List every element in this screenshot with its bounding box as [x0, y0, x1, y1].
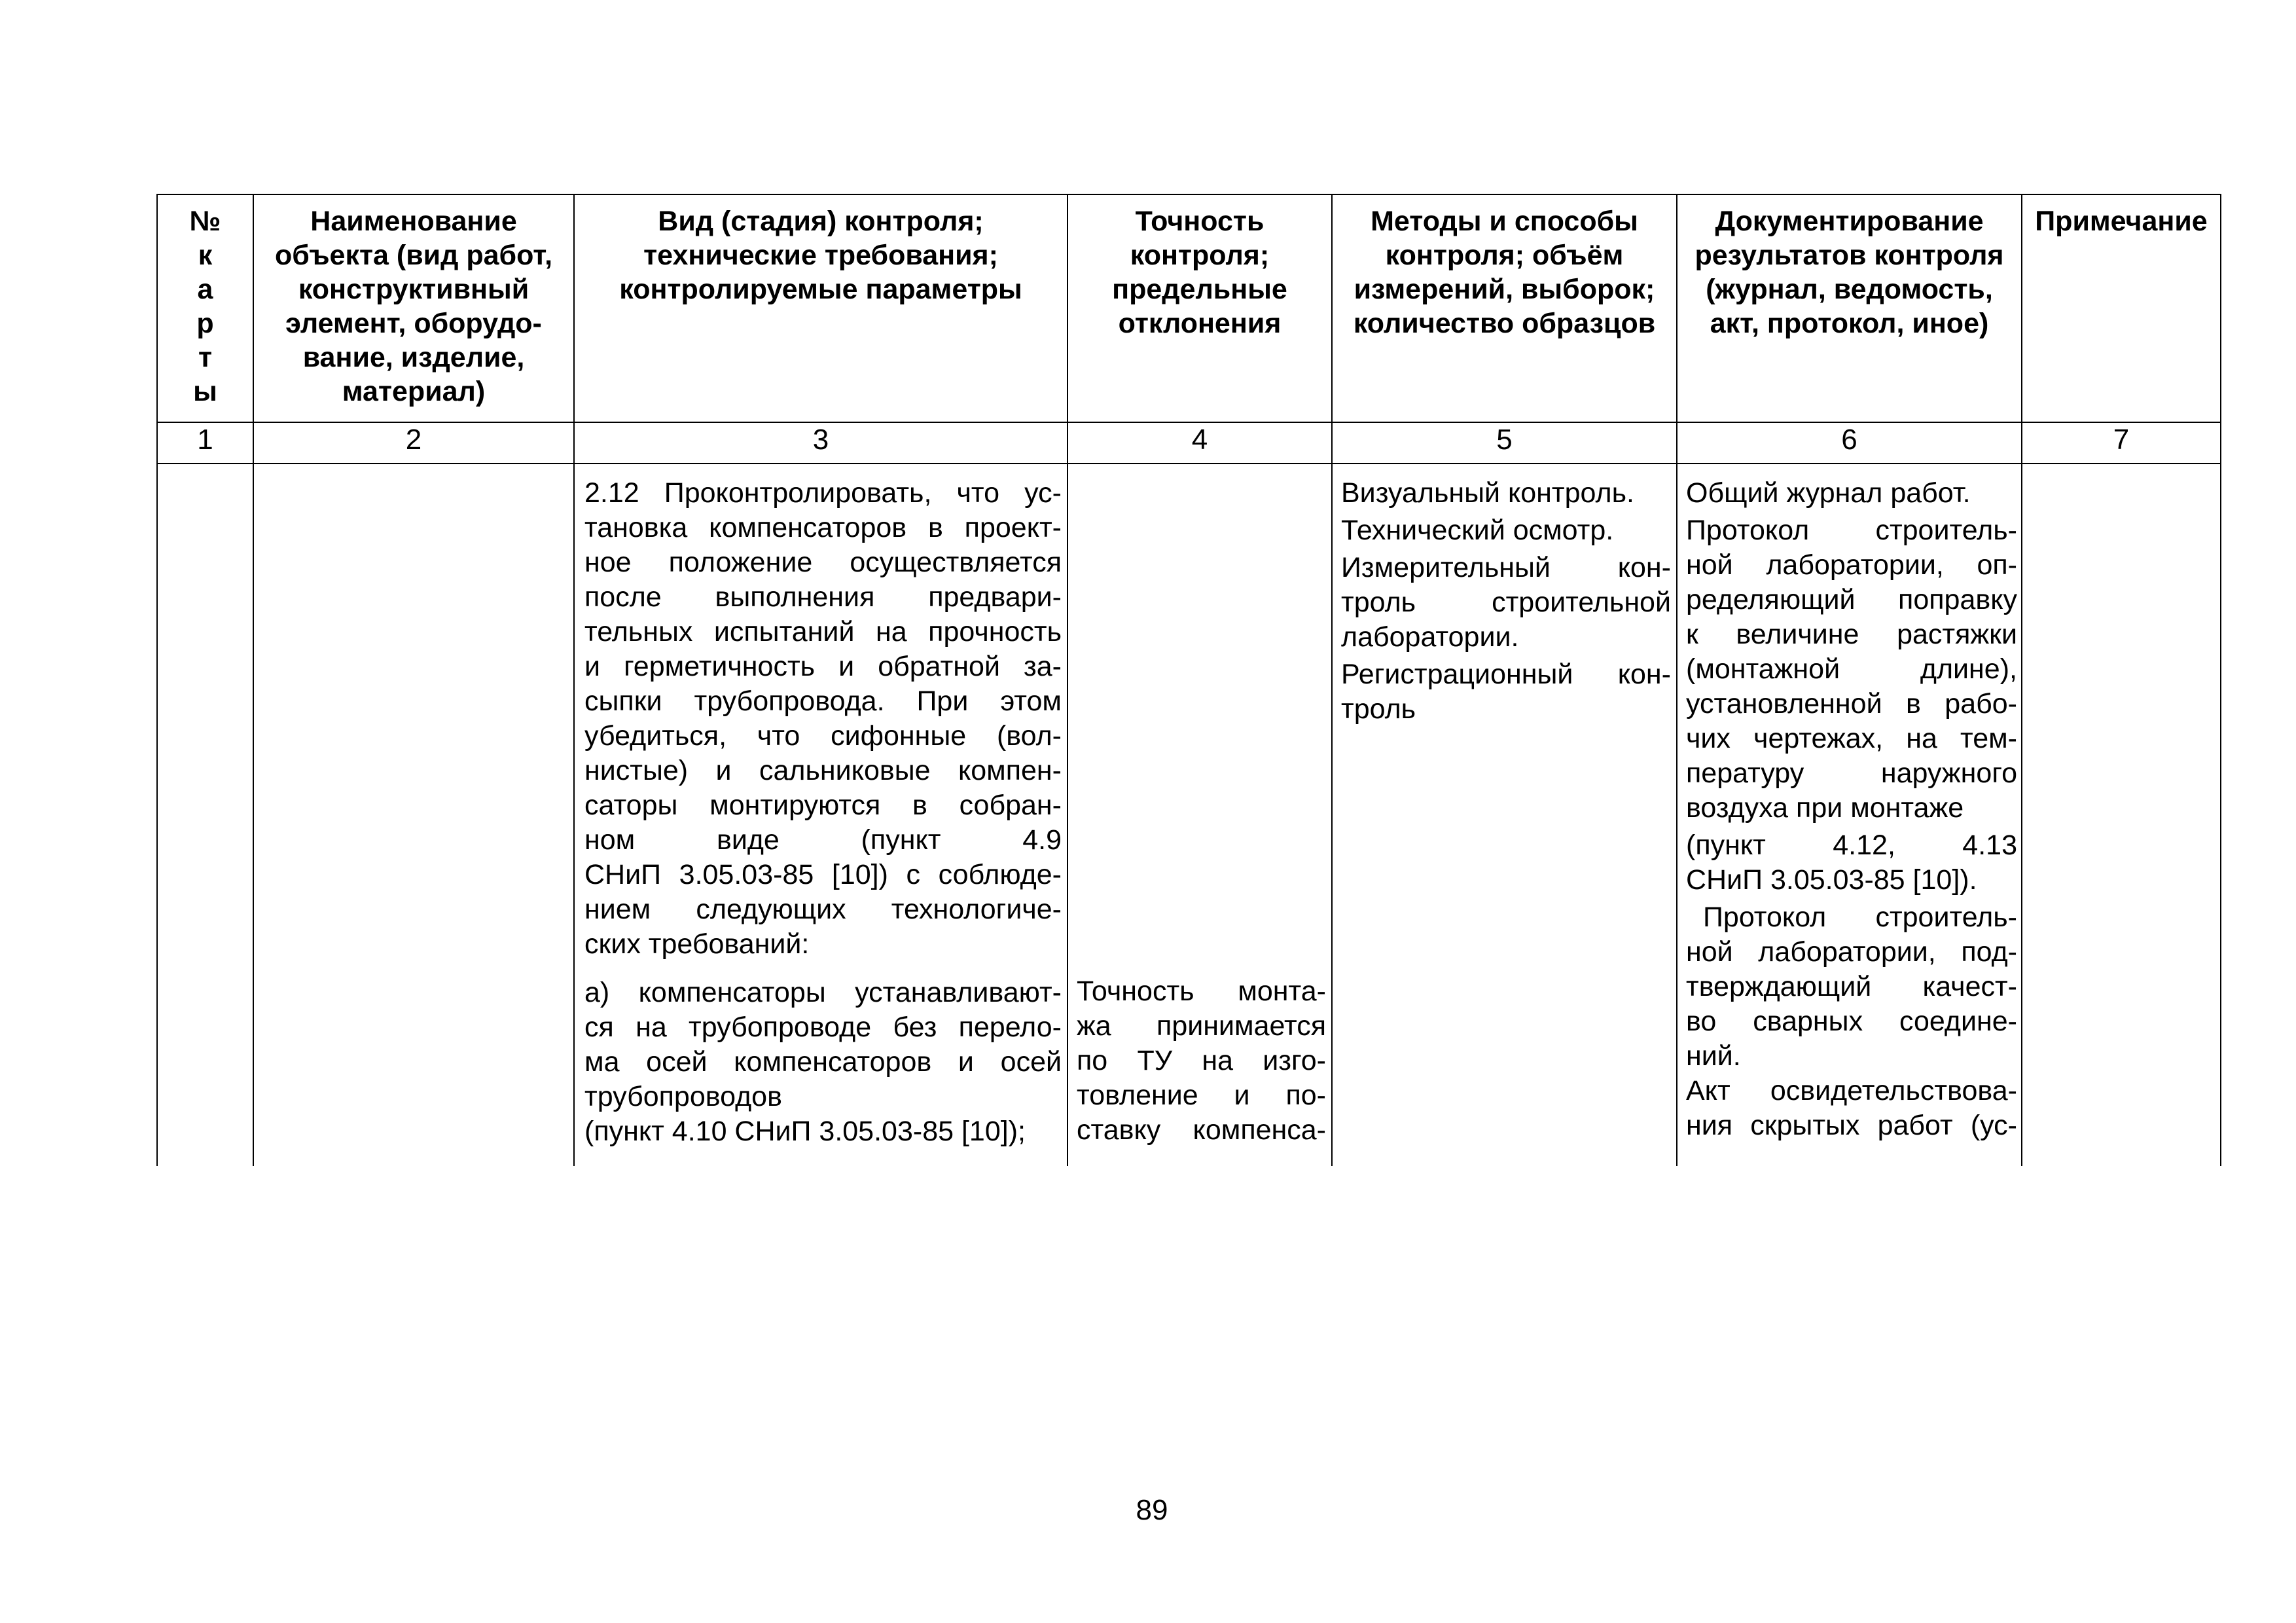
header-line: Наименование	[310, 206, 517, 237]
text-line: Визуальный контроль.	[1341, 477, 1634, 509]
header-note	[2022, 204, 2220, 238]
header-line: измерений, выборок;	[1354, 274, 1655, 305]
header-line: а	[197, 274, 213, 305]
header-control-type	[575, 204, 1067, 306]
column-number-7: 7	[2113, 424, 2130, 456]
text-line: нием следующих технологиче-	[584, 894, 1062, 925]
text-line: ное положение осуществляется	[584, 547, 1062, 578]
text-line: ских требований:	[584, 928, 810, 960]
text-line: тановка компенсаторов в проект-	[584, 512, 1062, 543]
documentation-cell	[1686, 476, 2017, 1143]
text-line: Протокол строитель-	[1703, 902, 2017, 933]
column-number-3: 3	[812, 424, 829, 456]
header-line: технические требования;	[643, 240, 998, 271]
header-accuracy	[1068, 204, 1331, 340]
column-divider-7	[2220, 194, 2221, 1166]
header-line: ы	[193, 376, 217, 407]
text-line: чих чертежах, на тем-	[1686, 723, 2017, 754]
text-line: сыпки трубопровода. При этом	[584, 685, 1062, 717]
text-line: убедиться, что сифонные (вол-	[584, 720, 1062, 752]
header-line: объекта (вид работ,	[274, 240, 553, 271]
header-line: конструктивный	[298, 274, 529, 305]
header-line: контроля;	[1130, 240, 1270, 271]
column-numbers-bottom-border	[156, 463, 2221, 464]
header-line: т	[198, 342, 213, 373]
header-line: №	[189, 206, 221, 237]
text-line: ся на трубопроводе без перело-	[584, 1012, 1062, 1043]
column-number-5: 5	[1496, 424, 1513, 456]
text-line: к величине растяжки	[1686, 619, 2017, 650]
column-number-4: 4	[1191, 424, 1208, 456]
header-card-number	[158, 204, 253, 409]
text-line: ний.	[1686, 1040, 1741, 1072]
header-line: Вид (стадия) контроля;	[658, 206, 984, 237]
text-line: тверждающий качест-	[1686, 971, 2017, 1002]
header-object-name	[254, 204, 573, 409]
text-line: Точность монта-	[1077, 976, 1326, 1007]
text-line: и герметичность и обратной за-	[584, 651, 1062, 682]
header-line: вание, изделие,	[302, 342, 525, 373]
header-line: Примечание	[2035, 206, 2208, 237]
column-number-1: 1	[197, 424, 213, 456]
header-documentation	[1677, 204, 2021, 340]
header-line: Точность	[1135, 206, 1265, 237]
header-line: отклонения	[1118, 308, 1282, 339]
methods-cell	[1341, 476, 1671, 727]
header-line: предельные	[1112, 274, 1287, 305]
text-line: после выполнения предвари-	[584, 581, 1062, 613]
text-line: тельных испытаний на прочность	[584, 616, 1062, 647]
header-line: результатов контроля	[1695, 240, 2004, 271]
header-methods	[1333, 204, 1676, 340]
text-line: а) компенсаторы устанавливают-	[584, 977, 1062, 1008]
text-line: Технический осмотр.	[1341, 515, 1614, 546]
text-line: во сварных соедине-	[1686, 1006, 2017, 1037]
header-line: акт, протокол, иное)	[1710, 308, 1989, 339]
text-line: (пункт 4.12, 4.13	[1686, 830, 2017, 861]
text-line: (пункт 4.10 СНиП 3.05.03-85 [10]);	[584, 1116, 1026, 1147]
header-line: контроля; объём	[1385, 240, 1624, 271]
text-line: троль строительной	[1341, 587, 1671, 618]
text-line: Акт освидетельствова-	[1686, 1075, 2017, 1106]
text-line: ном виде (пункт 4.9	[584, 824, 1062, 856]
header-line: Документирование	[1715, 206, 1984, 237]
table-top-border	[156, 194, 2221, 195]
text-line: ма осей компенсаторов и осей	[584, 1046, 1062, 1078]
column-number-2: 2	[405, 424, 422, 456]
text-line: троль	[1341, 693, 1416, 725]
text-line: Протокол строитель-	[1686, 515, 2017, 546]
text-line: ной лаборатории, под-	[1686, 936, 2017, 968]
header-line: (журнал, ведомость,	[1706, 274, 1993, 305]
text-line: воздуха при монтаже	[1686, 792, 1964, 824]
text-line: ния скрытых работ (ус-	[1686, 1110, 2017, 1141]
text-line: 2.12 Проконтролировать, что ус-	[584, 477, 1062, 509]
header-line: Методы и способы	[1371, 206, 1638, 237]
text-line: ределяющий поправку	[1686, 584, 2017, 615]
text-line: Общий журнал работ.	[1686, 477, 1971, 509]
header-line: количество образцов	[1353, 308, 1656, 339]
text-line: СНиП 3.05.03-85 [10]).	[1686, 864, 1977, 896]
column-divider-6	[2021, 194, 2022, 1166]
text-line: саторы монтируются в собран-	[584, 790, 1062, 821]
text-line: Регистрационный кон-	[1341, 659, 1671, 690]
text-line: нистые) и сальниковые компен-	[584, 755, 1062, 786]
text-line: ной лаборатории, оп-	[1686, 549, 2017, 581]
text-line: по ТУ на изго-	[1077, 1045, 1326, 1076]
header-line: контролируемые параметры	[619, 274, 1022, 305]
text-line: трубопроводов	[584, 1081, 782, 1112]
page-number: 89	[1136, 1494, 1168, 1526]
text-line: Измерительный кон-	[1341, 552, 1671, 583]
header-line: р	[196, 308, 214, 339]
column-number-6: 6	[1841, 424, 1857, 456]
text-line: (монтажной длине),	[1686, 653, 2017, 685]
header-line: элемент, оборудо-	[285, 308, 542, 339]
text-line: товление и по-	[1077, 1080, 1326, 1111]
text-line: СНиП 3.05.03-85 [10]) с соблюде-	[584, 859, 1062, 890]
header-line: к	[198, 240, 213, 271]
text-line: лаборатории.	[1341, 621, 1519, 653]
column-divider-2	[573, 194, 575, 1166]
accuracy-cell	[1077, 974, 1326, 1148]
text-line: установленной в рабо-	[1686, 688, 2017, 720]
requirements-cell	[584, 476, 1062, 1149]
header-line: материал)	[342, 376, 486, 407]
text-line: жа принимается	[1077, 1010, 1326, 1042]
text-line: ставку компенса-	[1077, 1114, 1326, 1146]
text-line: пературу наружного	[1686, 757, 2017, 789]
